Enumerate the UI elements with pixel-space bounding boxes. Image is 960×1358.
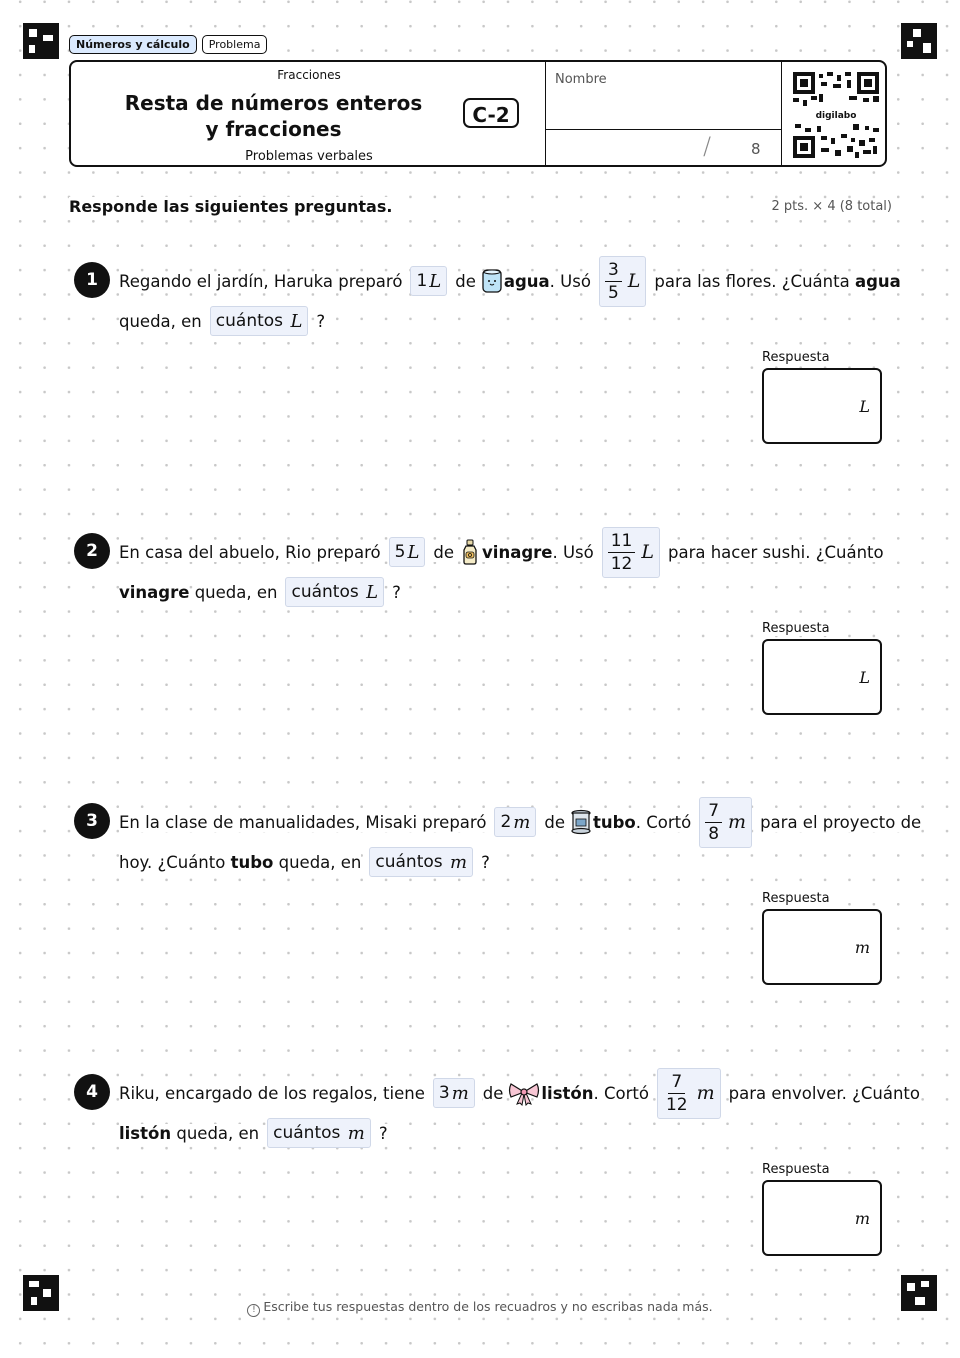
problem-text: . Usó xyxy=(552,542,594,562)
worksheet-code: C-2 xyxy=(463,98,519,128)
footer-text: Escribe tus respuestas dentro de los recuadros y no escribas nada más. xyxy=(263,1299,713,1314)
answer-box[interactable] xyxy=(762,1180,882,1256)
question-chip xyxy=(267,1118,371,1148)
problem-text: ? xyxy=(481,852,490,872)
unit-label: L xyxy=(429,270,442,292)
problem-text-line xyxy=(119,1065,920,1121)
question-word: cuántos xyxy=(215,311,284,331)
fraction-numerator: 7 xyxy=(705,800,722,823)
problem-text: En casa del abuelo, Rio preparó xyxy=(119,542,381,562)
unit-label: m xyxy=(513,811,531,833)
question-chip xyxy=(210,306,309,336)
water-glass-icon xyxy=(480,268,504,294)
header-divider xyxy=(781,62,782,165)
problem-text-line xyxy=(119,524,884,580)
quantity-chip xyxy=(494,807,536,837)
unit-label: m xyxy=(696,1082,715,1104)
problem-text-line xyxy=(119,253,901,309)
tag-bar xyxy=(69,35,267,54)
question-chip xyxy=(369,847,473,877)
unit-label: m xyxy=(347,1122,365,1144)
fraction-denominator: 8 xyxy=(708,823,720,844)
problem-text-line xyxy=(119,306,325,336)
question-word: cuántos xyxy=(273,1123,341,1143)
problem-text: para envolver. ¿Cuánto xyxy=(728,1083,920,1103)
answer-label: Respuesta xyxy=(762,891,830,906)
answer-box[interactable] xyxy=(762,639,882,715)
qr-label: digilabo xyxy=(815,111,857,121)
qr-code-icon xyxy=(793,72,879,158)
quantity-chip xyxy=(433,1078,475,1108)
unit-label: m xyxy=(728,811,747,833)
problem-number: 2 xyxy=(74,533,110,569)
header-subtitle: Problemas verbales xyxy=(245,149,373,164)
problem-text: de xyxy=(455,271,476,291)
quantity-chip xyxy=(410,266,447,296)
problem-text: En la clase de manualidades, Misaki preparó xyxy=(119,812,487,832)
fraction-numerator: 11 xyxy=(608,530,636,553)
fraction-chip xyxy=(602,527,660,578)
fraction-chip xyxy=(599,256,646,307)
item-name: agua xyxy=(854,271,901,291)
problem-text: de xyxy=(433,542,455,562)
item-name: listón xyxy=(541,1083,594,1103)
answer-unit: m xyxy=(854,938,870,957)
unit-label: L xyxy=(641,541,654,563)
problem-text: de xyxy=(482,1083,504,1103)
problem-number: 4 xyxy=(74,1074,110,1110)
question-word: cuántos xyxy=(291,582,359,602)
question-chip xyxy=(285,577,384,607)
instructions: Responde las siguientes preguntas. xyxy=(69,197,396,216)
question-word: cuántos xyxy=(375,852,443,872)
fraction-denominator: 12 xyxy=(665,1094,688,1115)
problem-text: Riku, encargado de los regalos, tiene xyxy=(119,1083,425,1103)
footer-note xyxy=(0,1299,960,1317)
quantity-chip xyxy=(389,537,426,567)
unit-label: m xyxy=(450,851,468,873)
quantity-value: 3 xyxy=(438,1083,450,1103)
quantity-value: 1 xyxy=(416,271,428,291)
fraction-chip xyxy=(657,1068,721,1119)
answer-unit: L xyxy=(859,668,870,687)
answer-unit: m xyxy=(854,1209,870,1228)
problem-text: ? xyxy=(316,311,326,331)
answer-box[interactable] xyxy=(762,368,882,444)
problem-text: queda, en xyxy=(119,311,202,331)
item-name: tubo xyxy=(230,852,274,872)
tag-subject: Números y cálculo xyxy=(69,35,197,54)
score-slash: / xyxy=(703,132,712,160)
points-info: 2 pts. × 4 (8 total) xyxy=(771,199,892,214)
problem-text: . Usó xyxy=(549,271,591,291)
problem-text-line xyxy=(119,1118,388,1148)
answer-label: Respuesta xyxy=(762,350,830,365)
problem-text: para hacer sushi. ¿Cuánto xyxy=(668,542,884,562)
corner-marker-top-left xyxy=(23,23,59,59)
item-name: agua xyxy=(503,271,550,291)
problem-number: 1 xyxy=(74,262,110,298)
unit-label: L xyxy=(366,581,379,603)
problem-text: Regando el jardín, Haruka preparó xyxy=(119,271,403,291)
name-field-label: Nombre xyxy=(555,72,607,87)
quantity-value: 2 xyxy=(500,812,512,832)
problem-number: 3 xyxy=(74,803,110,839)
problem-text: queda, en xyxy=(194,582,278,602)
problem-text: de xyxy=(544,812,565,832)
unit-label: L xyxy=(627,270,641,292)
problem-text: ? xyxy=(378,1123,388,1143)
problem-text: para las flores. ¿Cuánta xyxy=(654,271,850,291)
page-title: Resta de números enteros y fracciones xyxy=(124,91,423,141)
item-name: vinagre xyxy=(482,542,553,562)
header-category: Fracciones xyxy=(277,68,341,82)
answer-label: Respuesta xyxy=(762,1162,830,1177)
worksheet-header xyxy=(69,60,887,167)
fraction-numerator: 3 xyxy=(605,259,622,282)
tube-roll-icon xyxy=(569,809,593,835)
answer-unit: L xyxy=(859,397,870,416)
problem-text: ? xyxy=(392,582,401,602)
problem-text: queda, en xyxy=(176,1123,260,1143)
problem-text-line xyxy=(119,577,401,607)
header-divider xyxy=(545,62,546,165)
ribbon-bow-icon xyxy=(507,1080,541,1106)
exclamation-circle-icon: ! xyxy=(247,1304,260,1317)
answer-label: Respuesta xyxy=(762,621,830,636)
unit-label: L xyxy=(290,310,303,332)
item-name: listón xyxy=(119,1123,172,1143)
header-divider xyxy=(545,129,781,130)
problem-text-line xyxy=(119,794,921,850)
fraction-denominator: 5 xyxy=(607,282,619,303)
unit-label: L xyxy=(407,541,420,563)
unit-label: m xyxy=(451,1082,469,1104)
problem-text: . Cortó xyxy=(593,1083,649,1103)
problem-text-line xyxy=(119,847,490,877)
item-name: tubo xyxy=(592,812,636,832)
problem-text: hoy. ¿Cuánto xyxy=(119,852,226,872)
vinegar-bottle-icon xyxy=(458,539,482,565)
fraction-chip xyxy=(699,797,752,848)
problem-text: queda, en xyxy=(278,852,362,872)
item-name: vinagre xyxy=(119,582,190,602)
score-total: 8 xyxy=(751,140,761,158)
tag-type: Problema xyxy=(202,35,268,54)
problem-text: . Cortó xyxy=(635,812,692,832)
corner-marker-top-right xyxy=(901,23,937,59)
answer-box[interactable] xyxy=(762,909,882,985)
fraction-denominator: 12 xyxy=(610,553,633,574)
problem-text: para el proyecto de xyxy=(760,812,922,832)
quantity-value: 5 xyxy=(394,542,406,562)
fraction-numerator: 7 xyxy=(668,1071,685,1094)
